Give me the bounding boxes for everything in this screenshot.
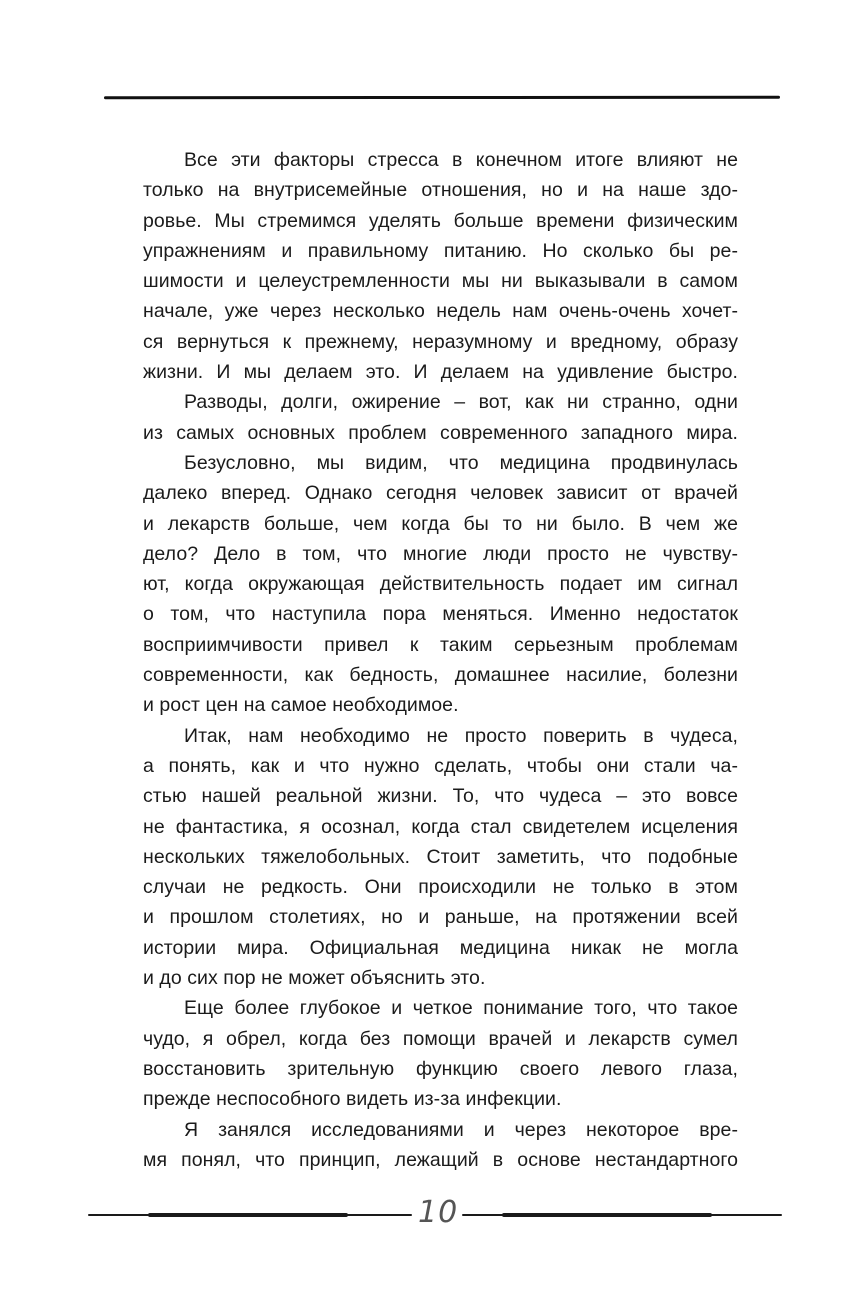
text-line: из самых основных проблем современного западного мира. [143,421,738,444]
text-line: Еще более глубокое и четкое понимание того, что такое [184,997,738,1020]
text-line: а понять, как и что нужно сделать, чтобы они стали ча- [143,754,738,777]
page-footer [88,1196,782,1232]
text-line: Итак, нам необходимо не просто поверить в чудеса, [184,724,738,747]
text-line: упражнениям и правильному питанию. Но сколько бы ре- [143,239,738,262]
footer-rule-right [462,1214,782,1216]
text-line: только на внутрисемейные отношения, но и на наше здо- [143,179,738,202]
text-line: случаи не редкость. Они происходили не только в этом [143,876,738,899]
text-line: Все эти факторы стресса в конечном итоге влияют не [184,149,738,171]
text-line: нескольких тяжелобольных. Стоит заметить, что подобные [143,845,738,868]
page-body-text [143,145,738,1175]
text-line: ся вернуться к прежнему, неразумному и вредному, образу [143,330,738,353]
text-line: мя понял, что принцип, лежащий в основе нестандартного [143,1148,738,1171]
text-line: стью нашей реальной жизни. То, что чудеса – это вовсе [143,785,738,808]
header-rule [104,96,780,100]
text-line: далеко вперед. Однако сегодня человек зависит от врачей [143,482,738,505]
text-line: и до сих пор не может объяснить это. [143,967,486,990]
text-line: восстановить зрительную функцию своего левого глаза, [143,1057,738,1080]
page-number: 10 [418,1195,459,1230]
text-line: и рост цен на самое необходимое. [143,694,459,717]
text-line: восприимчивости привел к таким серьезным проблемам [143,633,738,656]
footer-rule-left [88,1214,412,1216]
text-line: не фантастика, я осознал, когда стал свидетелем исцеления [143,815,738,838]
text-line: ровье. Мы стремимся уделять больше времени физическим [143,209,738,232]
text-line: и прошлом столетиях, но и раньше, на протяжении всей [143,906,738,929]
text-line: Я занялся исследованиями и через некоторое вре- [184,1118,738,1141]
text-line: о том, что наступила пора меняться. Именно недостаток [143,603,738,626]
text-line: и лекарств больше, чем когда бы то ни было. В чем же [143,512,738,535]
text-line: шимости и целеустремленности мы ни выказывали в самом [143,270,738,293]
text-line: Безусловно, мы видим, что медицина продвинулась [184,451,738,474]
text-line: начале, уже через несколько недель нам очень-очень хочет- [143,300,738,323]
text-line: ют, когда окружающая действительность подает им сигнал [143,573,738,596]
text-line: чудо, я обрел, когда без помощи врачей и лекарств сумел [143,1027,738,1050]
text-line: Разводы, долги, ожирение – вот, как ни странно, одни [184,391,738,414]
text-line: современности, как бедность, домашнее насилие, болезни [143,664,738,687]
text-line: истории мира. Официальная медицина никак не могла [143,936,738,959]
text-line: дело? Дело в том, что многие люди просто не чувству- [143,542,738,565]
text-line: прежде неспособного видеть из-за инфекции. [143,1088,562,1111]
text-line: жизни. И мы делаем это. И делаем на удивление быстро. [143,361,738,384]
